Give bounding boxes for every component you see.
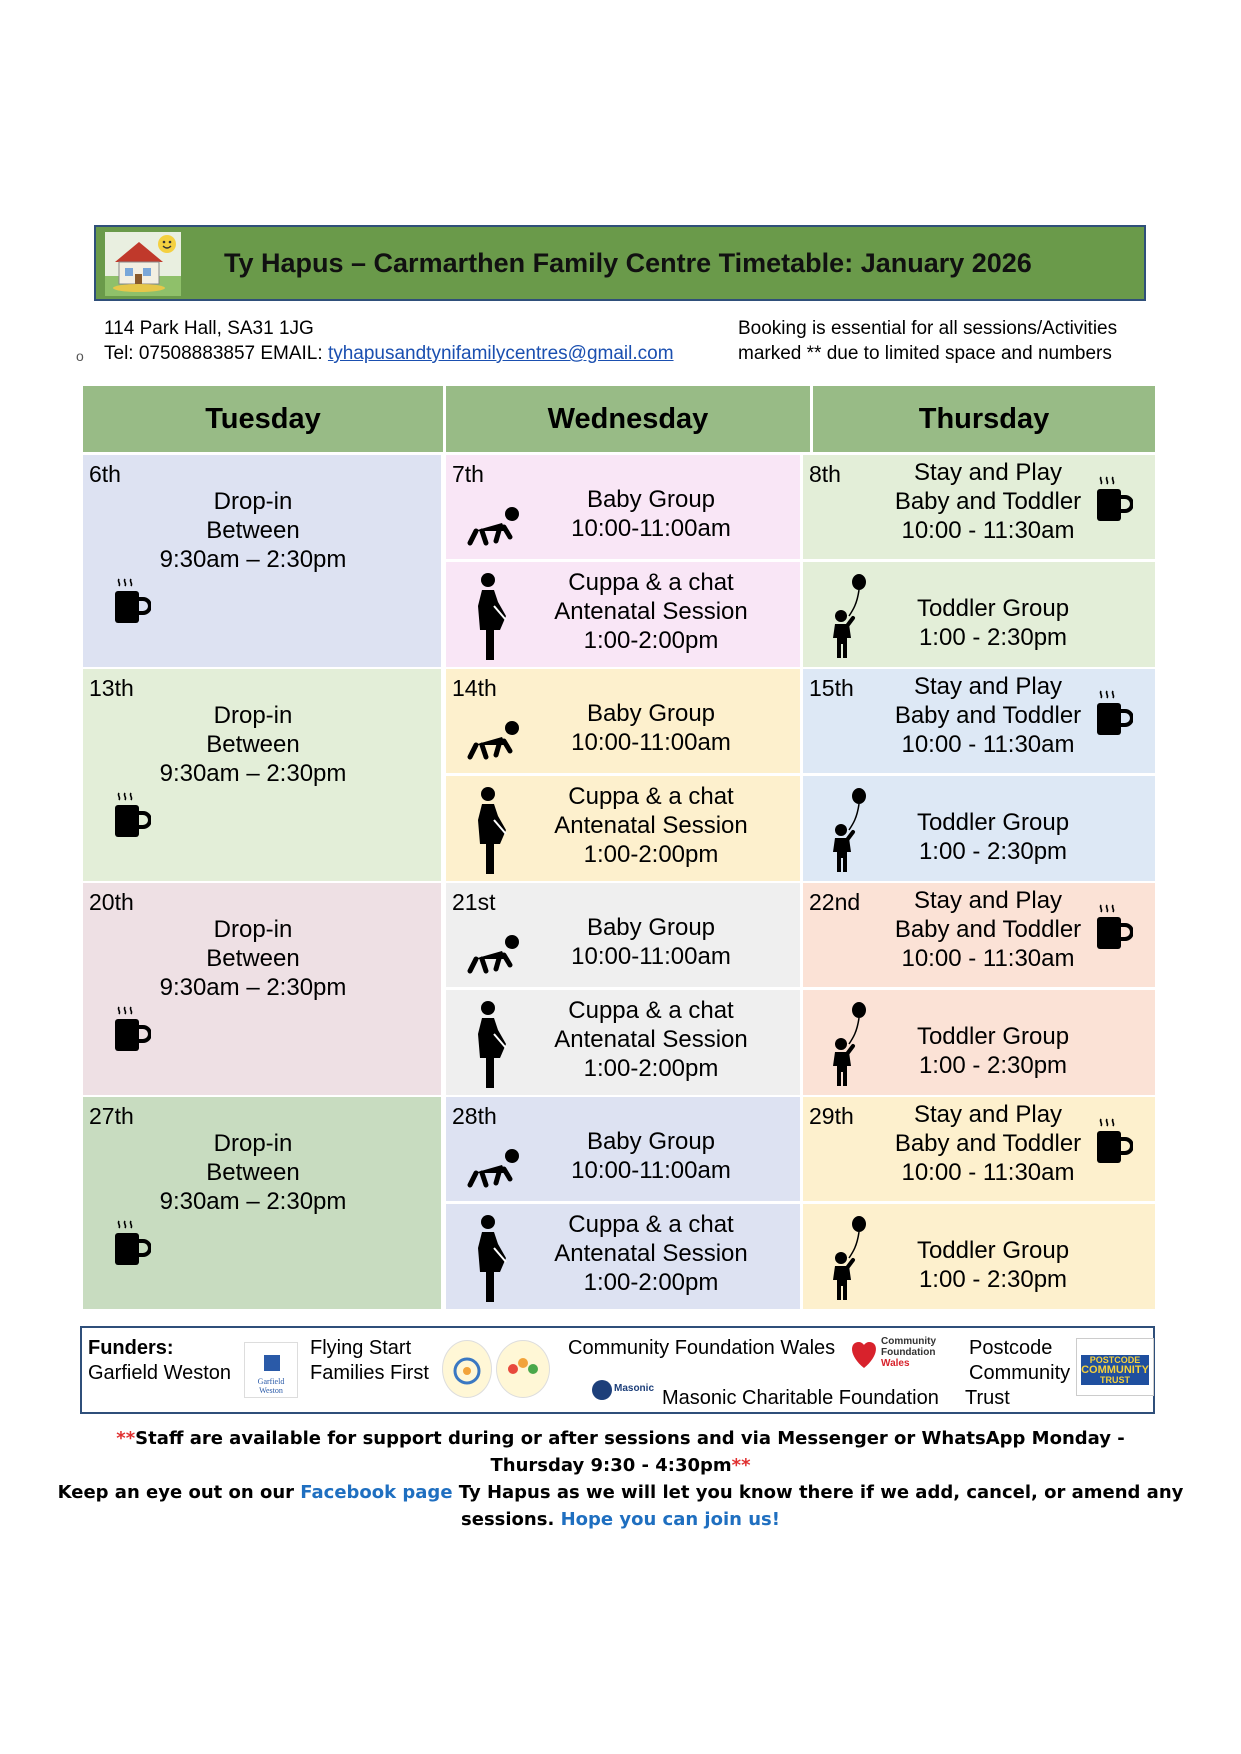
child-balloon-icon: [829, 788, 869, 879]
funder-masonic: Masonic Charitable Foundation: [662, 1387, 939, 1409]
baby-group-session: [536, 485, 766, 543]
text-line: 9:30am – 2:30pm: [159, 760, 347, 787]
stay-and-play-session: [863, 886, 1113, 973]
text-line: 1:00 - 2:30pm: [918, 838, 1068, 865]
wednesday-baby-group-cell: [446, 883, 800, 987]
text-line: 1:00 - 2:30pm: [918, 1052, 1068, 1079]
bullet-marker: o: [76, 348, 84, 364]
stay-and-play-session: [863, 1100, 1113, 1187]
staff-note-line1: **Staff are available for support during or after sessions and via Messenger or WhatsApp Monday -: [116, 1428, 1125, 1449]
booking-note-2: marked ** due to limited space and numbers: [738, 343, 1112, 364]
pregnant-woman-icon: [470, 1000, 510, 1095]
text-line: 1:00-2:00pm: [583, 627, 719, 654]
text-line: Drop-in: [213, 702, 293, 729]
facebook-link[interactable]: Facebook page: [300, 1482, 453, 1503]
funder-families-first: Families First: [310, 1362, 429, 1384]
text-line: 10:00 - 11:30am: [901, 945, 1075, 972]
text-line: 1:00-2:00pm: [583, 1269, 719, 1296]
coffee-cup-icon: [1093, 903, 1133, 960]
text-line: Toddler Group: [916, 1023, 1070, 1050]
text-line: Between: [206, 1159, 300, 1186]
email-link[interactable]: tyhapusandtynifamilycentres@gmail.com: [327, 343, 674, 364]
date-label: 27th: [89, 1103, 134, 1129]
coffee-cup-icon: [1093, 689, 1133, 746]
garfield-weston-logo: Garfield Weston: [244, 1342, 298, 1398]
text-line: Stay and Play: [913, 887, 1063, 914]
thursday-toddler-cell: [803, 1204, 1155, 1309]
contact-line: [104, 343, 674, 365]
thursday-stay-play-cell: [803, 669, 1155, 773]
funder-postcode-2: Community: [969, 1362, 1071, 1384]
text-line: Baby Group: [586, 914, 716, 941]
wednesday-antenatal-cell: [446, 562, 800, 667]
text-line: Cuppa & a chat: [568, 783, 734, 810]
text-line: 1:00 - 2:30pm: [918, 624, 1068, 651]
toddler-group-session: [883, 808, 1103, 866]
antenatal-session: [516, 996, 786, 1083]
text-line: 9:30am – 2:30pm: [159, 546, 347, 573]
tuesday-cell: [83, 455, 441, 667]
crawling-baby-icon: [466, 505, 522, 552]
text-line: Between: [206, 945, 300, 972]
community-foundation-wales-logo: Community Foundation Wales: [847, 1334, 939, 1374]
text-line: Drop-in: [213, 488, 293, 515]
text-line: 1:00-2:00pm: [583, 841, 719, 868]
wednesday-baby-group-cell: [446, 669, 800, 773]
pregnant-woman-icon: [470, 572, 510, 667]
crawling-baby-icon: [466, 933, 522, 980]
stay-and-play-session: [863, 458, 1113, 545]
text-line: Toddler Group: [916, 809, 1070, 836]
staff-note-line2: Thursday 9:30 - 4:30pm**: [490, 1455, 751, 1476]
wednesday-antenatal-cell: [446, 776, 800, 881]
date-label: 6th: [89, 461, 121, 487]
postcode-community-trust-logo: POSTCODE COMMUNITY TRUST: [1076, 1338, 1154, 1396]
text-line: 1:00 - 2:30pm: [918, 1266, 1068, 1293]
thursday-toddler-cell: [803, 990, 1155, 1095]
text-line: Stay and Play: [913, 459, 1063, 486]
text-line: Baby Group: [586, 1128, 716, 1155]
antenatal-session: [516, 782, 786, 869]
toddler-group-session: [883, 1022, 1103, 1080]
header-tuesday: Tuesday: [83, 386, 443, 452]
families-first-logo: [496, 1340, 550, 1398]
date-label: 29th: [809, 1103, 854, 1129]
text-line: Baby and Toddler: [894, 488, 1082, 515]
date-label: 20th: [89, 889, 134, 915]
date-label: 14th: [452, 675, 497, 701]
text-line: 10:00-11:00am: [571, 1157, 731, 1184]
text-line: Baby Group: [586, 700, 716, 727]
text-line: Toddler Group: [916, 595, 1070, 622]
text-line: Antenatal Session: [554, 1026, 748, 1053]
baby-group-session: [536, 913, 766, 971]
text-line: Between: [206, 731, 300, 758]
date-label: 22nd: [809, 889, 861, 915]
text-line: Stay and Play: [913, 673, 1063, 700]
text-line: Baby and Toddler: [894, 702, 1082, 729]
date-label: 21st: [452, 889, 496, 915]
coffee-cup-icon: [1093, 475, 1133, 532]
date-label: 7th: [452, 461, 484, 487]
text-line: 10:00 - 11:30am: [901, 731, 1075, 758]
pregnant-woman-icon: [470, 1214, 510, 1309]
thursday-stay-play-cell: [803, 455, 1155, 559]
antenatal-session: [516, 1210, 786, 1297]
wednesday-antenatal-cell: [446, 1204, 800, 1309]
text-line: 10:00-11:00am: [571, 515, 731, 542]
facebook-note-line2: sessions. Hope you can join us!: [461, 1509, 780, 1530]
telephone: Tel: 07508883857 EMAIL:: [104, 343, 328, 364]
date-label: 15th: [809, 675, 854, 701]
baby-group-session: [536, 1127, 766, 1185]
address: 114 Park Hall, SA31 1JG: [104, 318, 314, 339]
date-label: 13th: [89, 675, 134, 701]
text-line: Stay and Play: [913, 1101, 1063, 1128]
header-thursday: Thursday: [813, 386, 1155, 452]
baby-group-session: [536, 699, 766, 757]
child-balloon-icon: [829, 1216, 869, 1307]
text-line: 10:00-11:00am: [571, 943, 731, 970]
child-balloon-icon: [829, 1002, 869, 1093]
stay-and-play-session: [863, 672, 1113, 759]
wednesday-antenatal-cell: [446, 990, 800, 1095]
coffee-cup-icon: [111, 791, 151, 848]
drop-in-session: [103, 915, 403, 1002]
house-logo: [105, 232, 181, 296]
thursday-toddler-cell: [803, 562, 1155, 667]
funder-postcode-1: Postcode: [969, 1337, 1053, 1359]
tuesday-cell: [83, 669, 441, 881]
coffee-cup-icon: [111, 1005, 151, 1062]
text-line: 10:00 - 11:30am: [901, 517, 1075, 544]
child-balloon-icon: [829, 574, 869, 665]
text-line: Antenatal Session: [554, 1240, 748, 1267]
text-line: 10:00 - 11:30am: [901, 1159, 1075, 1186]
tuesday-cell: [83, 883, 441, 1095]
funder-garfield: Garfield Weston: [88, 1362, 232, 1384]
crawling-baby-icon: [466, 1147, 522, 1194]
tuesday-cell: [83, 1097, 441, 1309]
closing-message: Hope you can join us!: [560, 1509, 780, 1530]
funders-box: [80, 1326, 1155, 1414]
toddler-group-session: [883, 1236, 1103, 1294]
text-line: Baby and Toddler: [894, 1130, 1082, 1157]
funder-postcode-3: Trust: [965, 1387, 1010, 1409]
page-title: Ty Hapus – Carmarthen Family Centre Timetable: January 2026: [224, 248, 1032, 278]
drop-in-session: [103, 1129, 403, 1216]
crawling-baby-icon: [466, 719, 522, 766]
text-line: Baby and Toddler: [894, 916, 1082, 943]
text-line: Antenatal Session: [554, 812, 748, 839]
text-line: Cuppa & a chat: [568, 569, 734, 596]
text-line: Cuppa & a chat: [568, 1211, 734, 1238]
text-line: Between: [206, 517, 300, 544]
antenatal-session: [516, 568, 786, 655]
flying-start-logo: [442, 1340, 492, 1398]
coffee-cup-icon: [111, 577, 151, 634]
wednesday-baby-group-cell: [446, 1097, 800, 1201]
coffee-cup-icon: [111, 1219, 151, 1276]
masonic-logo: Masonic: [590, 1372, 658, 1408]
funders-label: Funders:: [88, 1337, 174, 1359]
booking-note-1: Booking is essential for all sessions/Activities: [738, 318, 1118, 339]
pregnant-woman-icon: [470, 786, 510, 881]
thursday-stay-play-cell: [803, 1097, 1155, 1201]
text-line: Antenatal Session: [554, 598, 748, 625]
toddler-group-session: [883, 594, 1103, 652]
text-line: Drop-in: [213, 916, 293, 943]
text-line: Drop-in: [213, 1130, 293, 1157]
drop-in-session: [103, 701, 403, 788]
date-label: 28th: [452, 1103, 497, 1129]
text-line: 9:30am – 2:30pm: [159, 1188, 347, 1215]
text-line: 9:30am – 2:30pm: [159, 974, 347, 1001]
thursday-toddler-cell: [803, 776, 1155, 881]
drop-in-session: [103, 487, 403, 574]
date-label: 8th: [809, 461, 841, 487]
text-line: Toddler Group: [916, 1237, 1070, 1264]
facebook-note-line1: Keep an eye out on our Facebook page Ty Hapus as we will let you know there if we add, cancel, or amend any: [57, 1482, 1184, 1503]
text-line: Baby Group: [586, 486, 716, 513]
coffee-cup-icon: [1093, 1117, 1133, 1174]
text-line: 10:00-11:00am: [571, 729, 731, 756]
funder-community-foundation-wales: Community Foundation Wales: [568, 1337, 836, 1359]
funder-flying-start: Flying Start: [310, 1337, 412, 1359]
thursday-stay-play-cell: [803, 883, 1155, 987]
text-line: Cuppa & a chat: [568, 997, 734, 1024]
wednesday-baby-group-cell: [446, 455, 800, 559]
text-line: 1:00-2:00pm: [583, 1055, 719, 1082]
header-wednesday: Wednesday: [446, 386, 810, 452]
